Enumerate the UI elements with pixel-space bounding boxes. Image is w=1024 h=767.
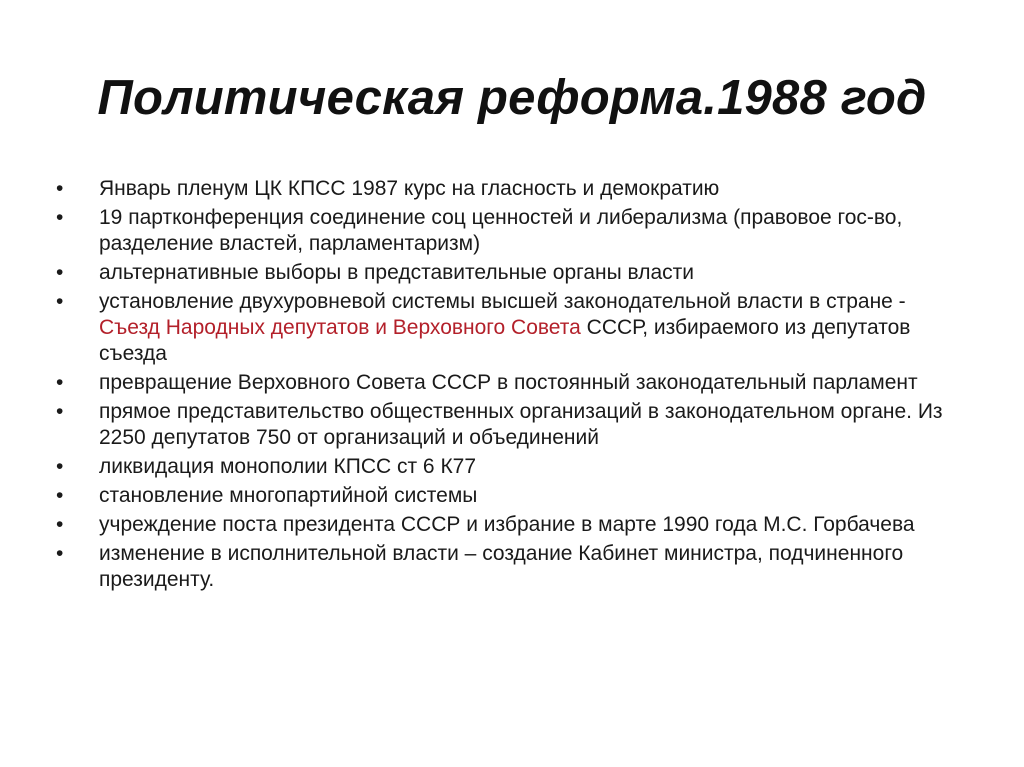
bullet-text-post: СССР, избираемого из депутатов съезда bbox=[99, 316, 911, 365]
bullet-text: превращение Верховного Совета СССР в постоянный законодательный парламент bbox=[99, 371, 918, 394]
bullet-dot: • bbox=[56, 455, 64, 478]
bullet-dot: • bbox=[56, 290, 64, 313]
bullet-dot: • bbox=[56, 177, 64, 200]
list-item bbox=[56, 289, 956, 367]
bullet-dot: • bbox=[56, 261, 64, 284]
bullet-text: 19 партконференция соединение соц ценностей и либерализма (правовое гос-во, разделение властей, парламентаризм) bbox=[99, 206, 903, 255]
bullet-text-highlight: Съезд Народных депутатов и Верховного Совета bbox=[99, 316, 581, 339]
list-item bbox=[56, 454, 956, 480]
list-item bbox=[56, 512, 956, 538]
list-item bbox=[56, 176, 956, 202]
bullet-dot: • bbox=[56, 542, 64, 565]
list-item bbox=[56, 483, 956, 509]
list-item bbox=[56, 370, 956, 396]
list-item bbox=[56, 541, 956, 593]
bullet-dot: • bbox=[56, 513, 64, 536]
bullet-text: ликвидация монополии КПСС ст 6 К77 bbox=[99, 455, 477, 478]
list-item bbox=[56, 260, 956, 286]
bullet-text: прямое представительство общественных организаций в законодательном органе. Из 2250 депутатов 750 от организаций и объединений bbox=[99, 400, 943, 449]
bullet-dot: • bbox=[56, 206, 64, 229]
bullet-dot: • bbox=[56, 484, 64, 507]
bullet-dot: • bbox=[56, 371, 64, 394]
bullet-dot: • bbox=[56, 400, 64, 423]
bullet-text-pre: установление двухуровневой системы высшей законодательной власти в стране - bbox=[99, 290, 906, 313]
list-item bbox=[56, 205, 956, 257]
bullet-text: Январь пленум ЦК КПСС 1987 курс на гласность и демократию bbox=[99, 177, 720, 200]
bullet-text: учреждение поста президента СССР и избрание в марте 1990 года М.С. Горбачева bbox=[99, 513, 915, 536]
bullet-text: изменение в исполнительной власти – создание Кабинет министра, подчиненного президенту. bbox=[99, 542, 904, 591]
list-item bbox=[56, 399, 956, 451]
slide-title: Политическая реформа.1988 год bbox=[97, 71, 927, 125]
bullet-text: альтернативные выборы в представительные органы власти bbox=[99, 261, 695, 284]
bullet-text: становление многопартийной системы bbox=[99, 484, 478, 507]
bullet-list bbox=[56, 176, 956, 596]
